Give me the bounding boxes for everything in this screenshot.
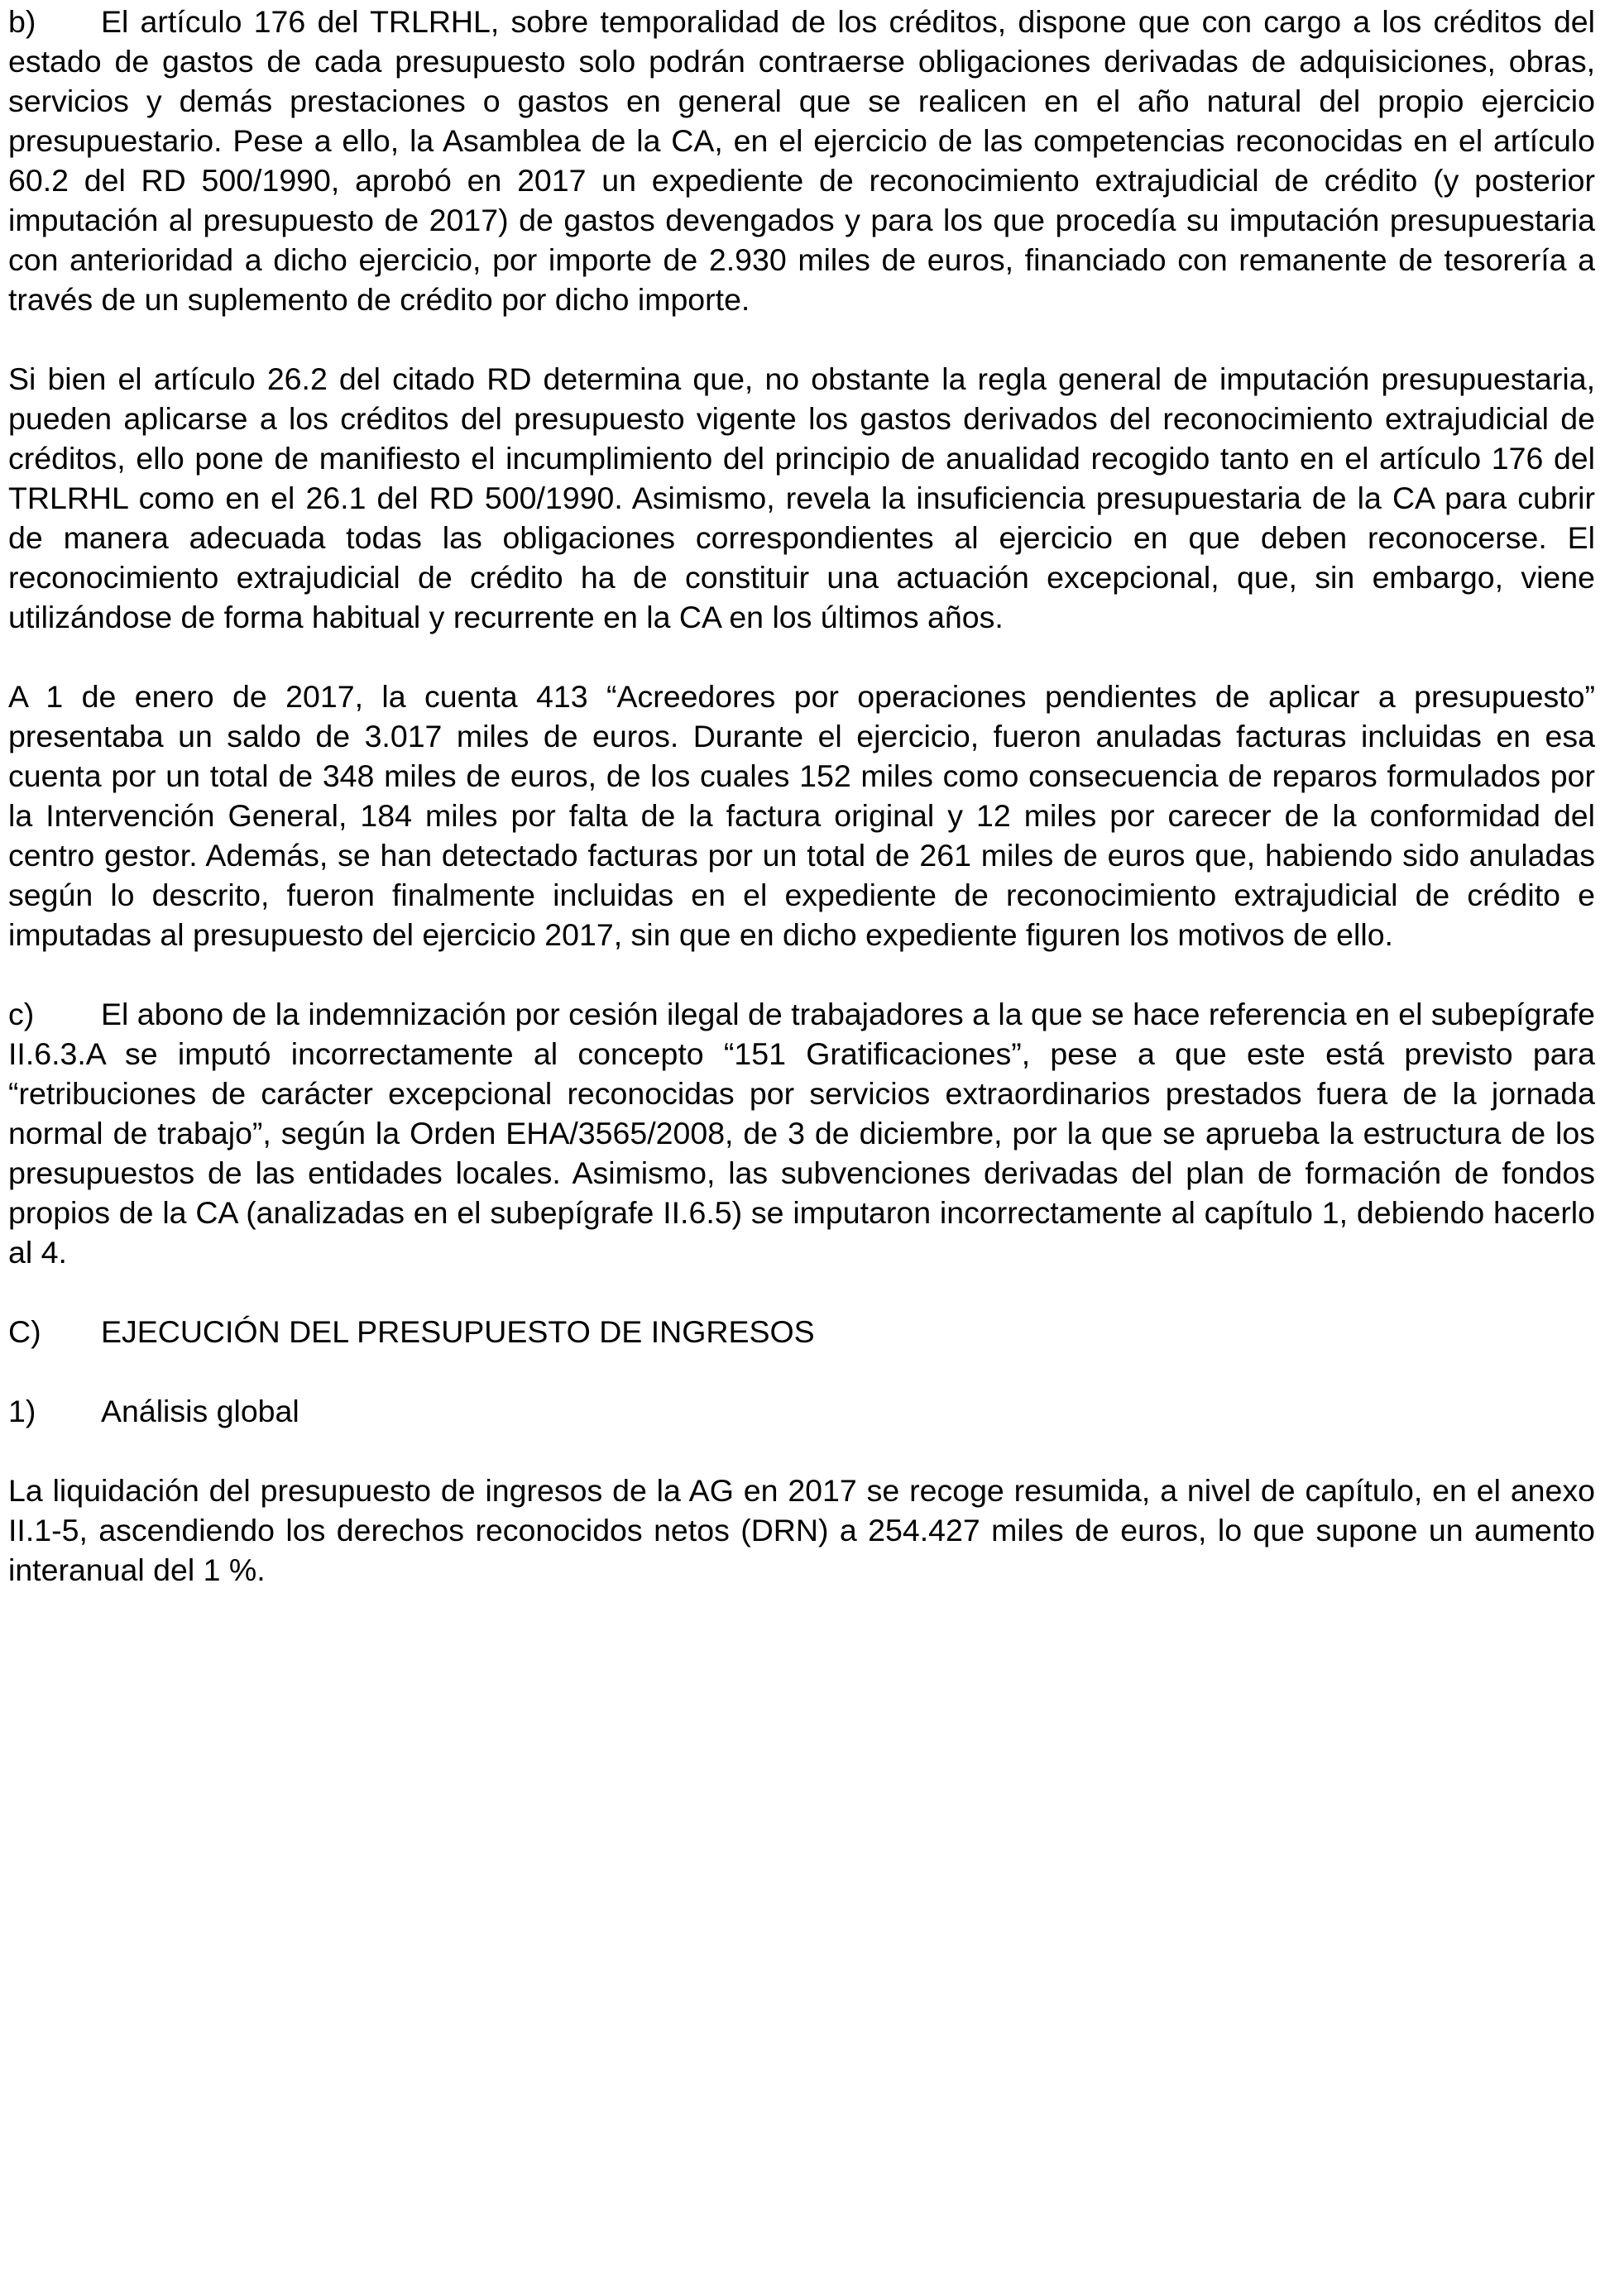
paragraph-liquidacion bbox=[8, 1471, 1595, 1590]
section-heading bbox=[8, 1312, 1595, 1351]
section-heading-number: C) bbox=[8, 1314, 41, 1349]
paragraph-cuenta-413-text: A 1 de enero de 2017, la cuenta 413 “Acreedores por operaciones pendientes de aplicar a presupuesto” presentaba un saldo de 3.017 miles de euros. Durante el ejercicio, fueron anuladas facturas incluidas en esa cuenta por un total de 348 miles de euros, de los cuales 152 miles como consecuencia de reparos formulados por la Intervención General, 184 miles por falta de la factura original y 12 miles por carecer de la conformidad del centro gestor. Además, se han detectado facturas por un total de 261 miles de euros que, habiendo sido anuladas según lo descrito, fueron finalmente incluidas en el expediente de reconocimiento extrajudicial de crédito e imputadas al presupuesto del ejercicio 2017, sin que en dicho expediente figuren los motivos de ello. bbox=[8, 679, 1595, 952]
subsection-heading-title: Análisis global bbox=[101, 1394, 299, 1428]
list-marker-b: b) bbox=[8, 4, 36, 39]
paragraph-c bbox=[8, 994, 1595, 1272]
document-body bbox=[8, 2, 1595, 1629]
paragraph-anualidad-text: Si bien el artículo 26.2 del citado RD determina que, no obstante la regla general de imputación presupuestaria, pueden aplicarse a los créditos del presupuesto vigente los gastos derivados del reconocimiento extrajudicial de créditos, ello pone de manifiesto el incumplimiento del principio de anualidad recogido tanto en el artículo 176 del TRLRHL como en el 26.1 del RD 500/1990. Asimismo, revela la insuficiencia presupuestaria de la CA para cubrir de manera adecuada todas las obligaciones correspondientes al ejercicio en que deben reconocerse. El reconocimiento extrajudicial de crédito ha de constituir una actuación excepcional, que, sin embargo, viene utilizándose de forma habitual y recurrente en la CA en los últimos años. bbox=[8, 361, 1595, 634]
paragraph-b-text: El artículo 176 del TRLRHL, sobre temporalidad de los créditos, dispone que con cargo a los créditos del estado de gastos de cada presupuesto solo podrán contraerse obligaciones derivadas de adquisiciones, obras, servicios y demás prestaciones o gastos en general que se realicen en el año natural del propio ejercicio presupuestario. Pese a ello, la Asamblea de la CA, en el ejercicio de las competencias reconocidas en el artículo 60.2 del RD 500/1990, aprobó en 2017 un expediente de reconocimiento extrajudicial de crédito (y posterior imputación al presupuesto de 2017) de gastos devengados y para los que procedía su imputación presupuestaria con anterioridad a dicho ejercicio, por importe de 2.930 miles de euros, financiado con remanente de tesorería a través de un suplemento de crédito por dicho importe. bbox=[8, 4, 1595, 317]
section-heading-title: EJECUCIÓN DEL PRESUPUESTO DE INGRESOS bbox=[101, 1314, 815, 1349]
paragraph-c-text: El abono de la indemnización por cesión ilegal de trabajadores a la que se hace referencia en el subepígrafe II.6.3.A se imputó incorrectamente al concepto “151 Gratificaciones”, pese a que este está previsto para “retribuciones de carácter excepcional reconocidas por servicios extraordinarios prestados fuera de la jornada normal de trabajo”, según la Orden EHA/3565/2008, de 3 de diciembre, por la que se aprueba la estructura de los presupuestos de las entidades locales. Asimismo, las subvenciones derivadas del plan de formación de fondos propios de la CA (analizadas en el subepígrafe II.6.5) se imputaron incorrectamente al capítulo 1, debiendo hacerlo al 4. bbox=[8, 997, 1595, 1270]
subsection-heading bbox=[8, 1391, 1595, 1431]
paragraph-cuenta-413 bbox=[8, 677, 1595, 954]
paragraph-liquidacion-text: La liquidación del presupuesto de ingresos de la AG en 2017 se recoge resumida, a nivel de capítulo, en el anexo II.1-5, ascendiendo los derechos reconocidos netos (DRN) a 254.427 miles de euros, lo que supone un aumento interanual del 1 %. bbox=[8, 1473, 1595, 1587]
subsection-heading-number: 1) bbox=[8, 1394, 36, 1428]
paragraph-anualidad bbox=[8, 359, 1595, 637]
paragraph-b bbox=[8, 2, 1595, 319]
list-marker-c: c) bbox=[8, 997, 35, 1031]
